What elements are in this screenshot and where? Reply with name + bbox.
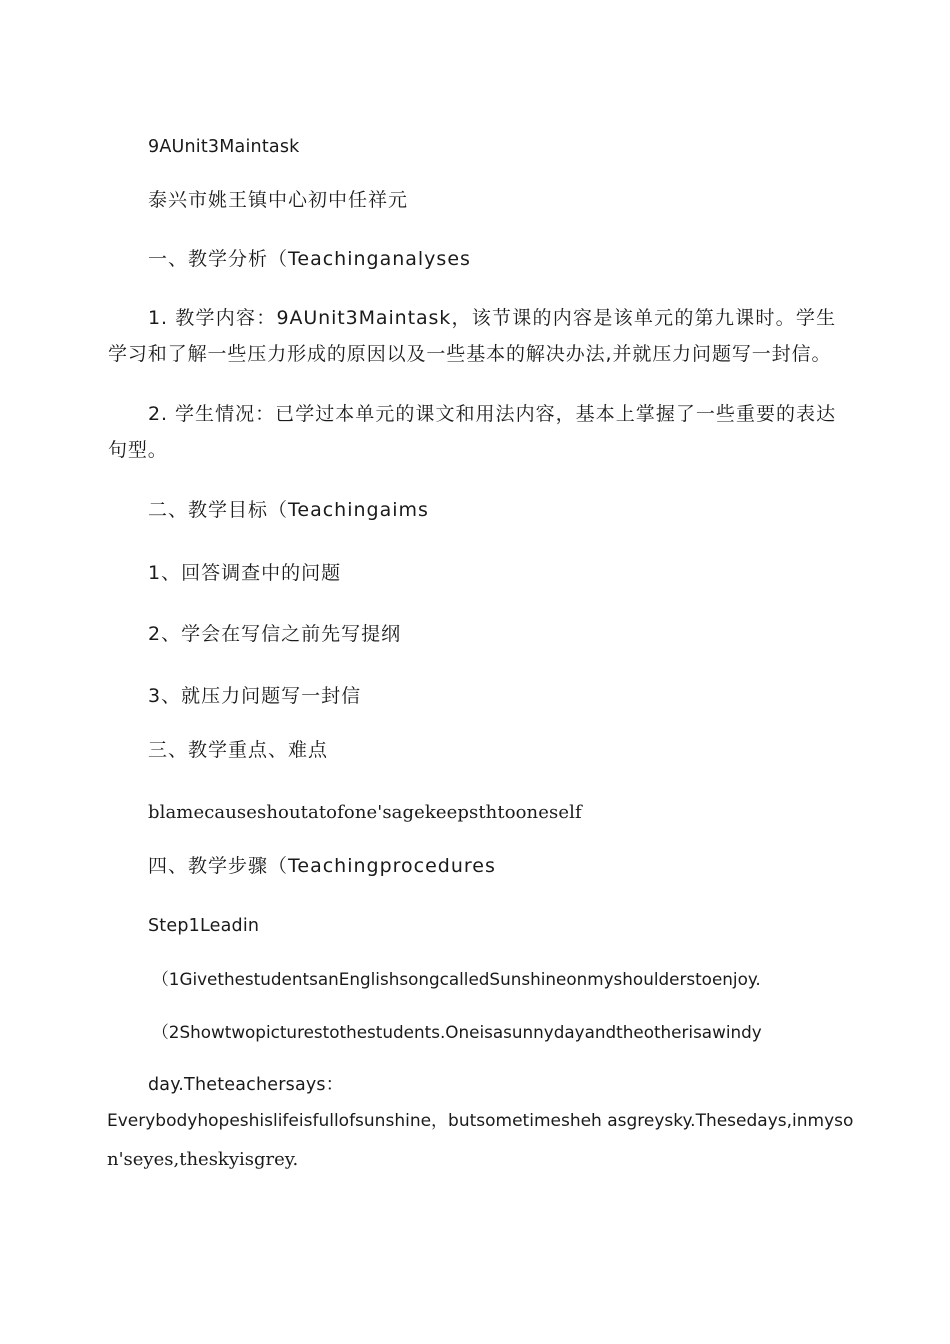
section-heading-key-points: 三、教学重点、难点 [148,739,329,761]
teacher-speech-line-1: Everybodyhopeshislifeisfullofsunshine，butsometimesheh asgreysky.Thesedays,inmyso [107,1111,854,1131]
teacher-speech-line-2: n'seyes,theskyisgrey. [107,1149,299,1170]
document-title: 9AUnit3Maintask [148,137,300,157]
section-heading-teaching-analyses: 一、教学分析（Teachinganalyses [148,248,471,270]
student-situation-paragraph: 2. 学生情况：已学过本单元的课文和用法内容，基本上掌握了一些重要的表达句型。 [108,403,836,461]
section-heading-teaching-aims: 二、教学目标（Teachingaims [148,499,429,521]
section-heading-teaching-procedures: 四、教学步骤（Teachingprocedures [148,855,496,877]
aim-item-3: 3、就压力问题写一封信 [148,685,362,707]
step1-heading: Step1Leadin [148,916,260,936]
author-line: 泰兴市姚王镇中心初中任祥元 [148,189,409,211]
step1-item-a: （1GivethestudentsanEnglishsongcalledSunshineonmyshoulderstoenjoy. [152,969,761,989]
aim-item-2: 2、学会在写信之前先写提纲 [148,623,402,645]
step1-item-b: （2Showtwopicturestothestudents.Oneisasunnydayandtheotherisawindy [152,1022,762,1042]
teaching-content-paragraph: 1. 教学内容：9AUnit3Maintask，该节课的内容是该单元的第九课时。学生学习和了解一些压力形成的原因以及一些基本的解决办法,并就压力问题写一封信。 [108,307,836,365]
key-points-words: blamecauseshoutatofone'sagekeepsthtooneself [148,802,582,823]
step1-item-b-continued: day.Theteachersays： [148,1075,344,1095]
aim-item-1: 1、回答调查中的问题 [148,562,342,584]
